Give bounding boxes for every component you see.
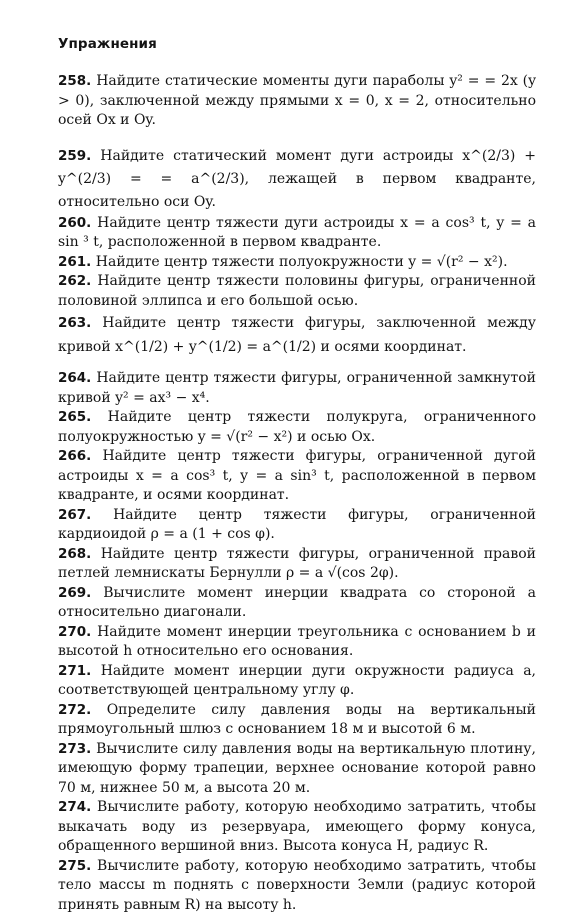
- exercise-number: 273.: [58, 741, 91, 757]
- exercise-275: [58, 857, 536, 915]
- exercise-number: 271.: [58, 663, 91, 679]
- exercise-273: [58, 740, 536, 799]
- exercise-267: [58, 506, 536, 545]
- exercise-number: 263.: [58, 315, 91, 331]
- exercise-text: Найдите центр тяжести фигуры, заключенной между кривой x^(1/2) + y^(1/2) = a^(1/2) и осями координат.: [58, 315, 536, 355]
- exercise-261: [58, 253, 536, 273]
- exercise-260: [58, 214, 536, 253]
- exercise-text: Определите силу давления воды на вертикальный прямоугольный шлюз с основанием 18 м и высотой 6 м.: [58, 702, 536, 738]
- exercise-text: Найдите центр тяжести полукруга, ограниченного полуокружностью y = √(r² − x²) и осью Ox.: [58, 409, 536, 445]
- exercise-270: [58, 623, 536, 662]
- exercise-number: 259.: [58, 148, 91, 164]
- exercise-text: Найдите момент инерции треугольника с основанием b и высотой h относительно его основания.: [58, 624, 536, 660]
- exercise-264: [58, 369, 536, 408]
- exercise-text: Вычислите момент инерции квадрата со стороной a относительно диагонали.: [58, 585, 536, 621]
- exercise-number: 267.: [58, 507, 91, 523]
- exercise-number: 269.: [58, 585, 91, 601]
- exercise-number: 274.: [58, 799, 91, 815]
- exercise-text: Найдите момент инерции дуги окружности радиуса a, соответствующей центральному углу φ.: [58, 663, 536, 699]
- exercise-text: Найдите центр тяжести половины фигуры, ограниченной половиной эллипса и его большой осью.: [58, 273, 536, 309]
- page: [58, 36, 536, 915]
- exercise-number: 258.: [58, 73, 91, 89]
- exercise-text: Найдите центр тяжести фигуры, ограниченной правой петлей лемнискаты Бернулли ρ = a √(cos 2φ).: [58, 546, 536, 582]
- exercise-text: Найдите центр тяжести фигуры, ограниченной дугой астроиды x = a cos³ t, y = a sin³ t, расположенной в первом квадранте, и осями координат.: [58, 448, 536, 503]
- exercise-number: 264.: [58, 370, 91, 386]
- exercise-number: 266.: [58, 448, 91, 464]
- exercise-text: Найдите статический момент дуги астроиды x^(2/3) + y^(2/3) = = a^(2/3), лежащей в первом квадранте, относительно оси Oy.: [58, 148, 536, 210]
- exercise-number: 275.: [58, 858, 91, 874]
- exercise-272: [58, 701, 536, 740]
- exercise-number: 262.: [58, 273, 91, 289]
- section-heading: Упражнения: [58, 36, 536, 52]
- exercise-text: Найдите центр тяжести фигуры, ограниченной замкнутой кривой y² = ax³ − x⁴.: [58, 370, 536, 406]
- exercise-text: Найдите статические моменты дуги параболы y² = = 2x (y > 0), заключенной между прямыми x = 0, x = 2, относительно осей Ox и Oy.: [58, 73, 536, 128]
- exercise-number: 270.: [58, 624, 91, 640]
- exercise-text: Найдите центр тяжести дуги астроиды x = a cos³ t, y = a sin ³ t, расположенной в первом квадранте.: [58, 215, 536, 251]
- exercise-266: [58, 447, 536, 506]
- exercise-274: [58, 798, 536, 857]
- exercise-268: [58, 545, 536, 584]
- exercise-262: [58, 272, 536, 311]
- exercise-number: 268.: [58, 546, 91, 562]
- exercise-number: 260.: [58, 215, 91, 231]
- exercise-number: 272.: [58, 702, 91, 718]
- exercise-text: Вычислите работу, которую необходимо затратить, чтобы выкачать воду из резервуара, имеющего форму конуса, обращенного вершиной вниз. Высота конуса H, радиус R.: [58, 799, 536, 854]
- exercise-271: [58, 662, 536, 701]
- exercise-text: Вычислите силу давления воды на вертикальную плотину, имеющую форму трапеции, верхнее основание которой равно 70 м, нижнее 50 м, а высота 20 м.: [58, 741, 536, 796]
- exercise-text: Вычислите работу, которую необходимо затратить, чтобы тело массы m поднять с поверхности Земли (радиус которой принять равным R) на высоту h.: [58, 858, 536, 913]
- exercise-258: [58, 72, 536, 131]
- exercise-text: Найдите центр тяжести полуокружности y = √(r² − x²).: [96, 254, 508, 270]
- exercise-259: [58, 145, 536, 214]
- exercise-265: [58, 408, 536, 447]
- exercise-number: 265.: [58, 409, 91, 425]
- exercise-269: [58, 584, 536, 623]
- exercise-number: 261.: [58, 254, 91, 270]
- exercise-text: Найдите центр тяжести фигуры, ограниченной кардиоидой ρ = a (1 + cos φ).: [58, 507, 536, 543]
- exercise-263: [58, 311, 536, 359]
